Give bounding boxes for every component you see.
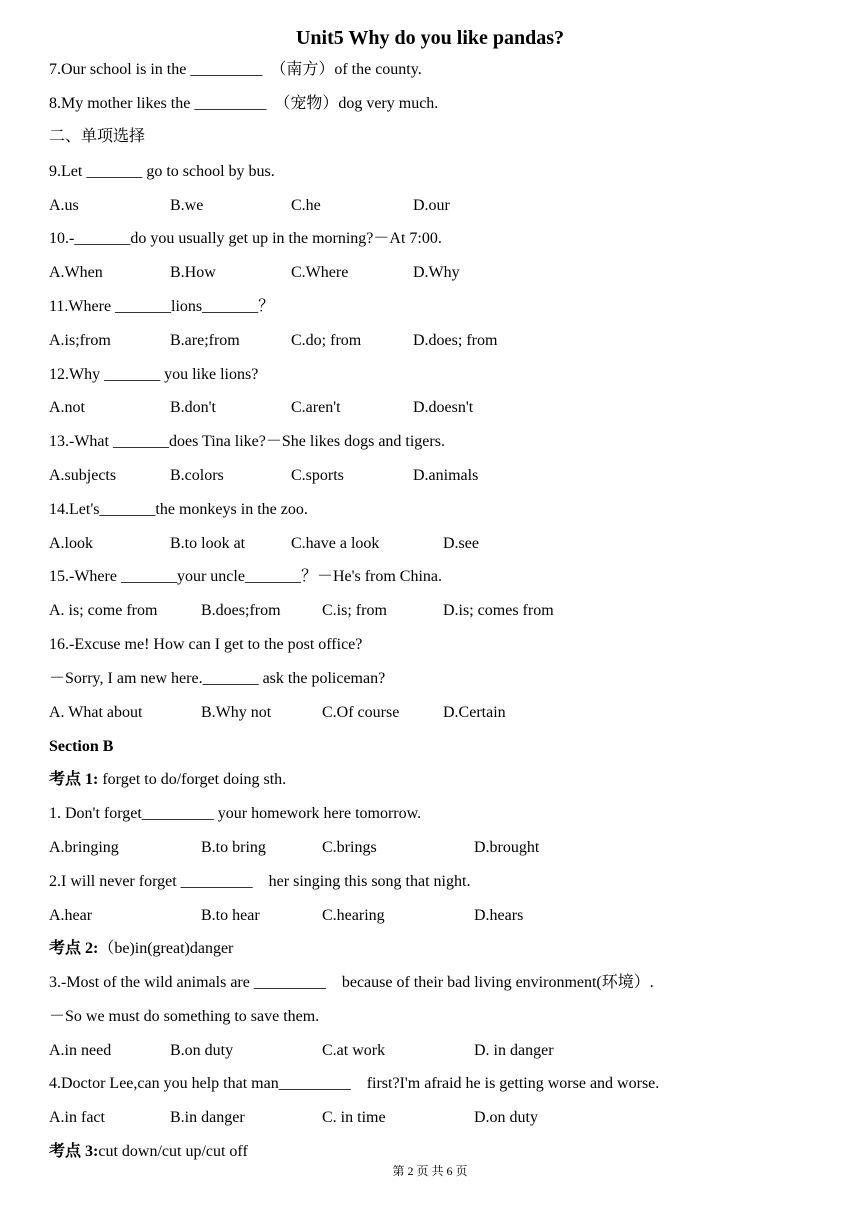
option-c: C.hearing — [322, 907, 385, 924]
option-c: C.brings — [322, 839, 377, 856]
option-d: D.brought — [474, 839, 540, 856]
key-point-label: 考点 2: — [49, 940, 99, 957]
option-c: C.Of course — [322, 704, 400, 721]
question-16-options — [49, 703, 829, 723]
section-b-question-2: 2.I will never forget _________ her singing this song that night. — [49, 873, 471, 890]
option-a: A.When — [49, 264, 103, 281]
option-d: D.animals — [413, 467, 479, 484]
option-a: A.in need — [49, 1042, 112, 1059]
key-point-label: 考点 1: — [49, 771, 99, 788]
key-point-text: forget to do/forget doing sth. — [98, 771, 287, 788]
key-point-text: （be)in(great)danger — [98, 940, 234, 957]
option-c: C. in time — [322, 1109, 386, 1126]
option-d: D.hears — [474, 907, 524, 924]
question-16-reply: －Sorry, I am new here._______ ask the policeman? — [49, 670, 386, 687]
option-c: C.aren't — [291, 399, 341, 416]
option-a: A.bringing — [49, 839, 119, 856]
question-14-options — [49, 534, 829, 554]
section-b-question-1: 1. Don't forget_________ your homework here tomorrow. — [49, 805, 422, 822]
question-11: 11.Where _______lions_______？ — [49, 298, 275, 315]
section-b-question-1-options — [49, 838, 829, 858]
key-point-label: 考点 3: — [49, 1143, 99, 1160]
option-b: B.on duty — [170, 1042, 234, 1059]
question-12: 12.Why _______ you like lions? — [49, 366, 259, 383]
question-13: 13.-What _______does Tina like?－She likes dogs and tigers. — [49, 433, 445, 450]
option-b: B.are;from — [170, 332, 240, 349]
section-b-question-4-options — [49, 1108, 829, 1128]
key-point-1 — [49, 770, 286, 790]
question-10: 10.-_______do you usually get up in the morning?－At 7:00. — [49, 230, 442, 247]
question-7: 7.Our school is in the _________ （南方）of the county. — [49, 61, 422, 78]
key-point-text: cut down/cut up/cut off — [98, 1143, 248, 1160]
question-9-options — [49, 196, 829, 216]
option-a: A.us — [49, 197, 79, 214]
page-number-footer: 第 2 页 共 6 页 — [392, 1164, 468, 1178]
option-d: D.doesn't — [413, 399, 474, 416]
option-a: A.look — [49, 535, 93, 552]
question-10-options — [49, 263, 829, 283]
option-c: C.sports — [291, 467, 344, 484]
option-b: B.we — [170, 197, 204, 214]
option-d: D.see — [443, 535, 479, 552]
option-d: D. in danger — [474, 1042, 554, 1059]
option-b: B.colors — [170, 467, 224, 484]
option-d: D.does; from — [413, 332, 498, 349]
option-c: C.do; from — [291, 332, 362, 349]
option-b: B.Why not — [201, 704, 272, 721]
question-15: 15.-Where _______your uncle_______？－He's from China. — [49, 568, 443, 585]
question-14: 14.Let's_______the monkeys in the zoo. — [49, 501, 308, 518]
option-a: A.in fact — [49, 1109, 105, 1126]
question-12-options — [49, 398, 829, 418]
option-d: D.Certain — [443, 704, 506, 721]
question-8: 8.My mother likes the _________ （宠物）dog very much. — [49, 95, 439, 112]
option-c: C.is; from — [322, 602, 387, 619]
option-c: C.Where — [291, 264, 349, 281]
option-a: A.hear — [49, 907, 93, 924]
section-b-question-4: 4.Doctor Lee,can you help that man_________ first?I'm afraid he is getting worse and worse. — [49, 1075, 660, 1092]
option-b: B.in danger — [170, 1109, 245, 1126]
option-c: C.he — [291, 197, 321, 214]
page-title: Unit5 Why do you like pandas? — [295, 27, 565, 49]
section-b-question-3-options — [49, 1041, 829, 1061]
section-b-question-3-prompt: 3.-Most of the wild animals are _________ because of their bad living environment(环境）. — [49, 974, 654, 991]
question-11-options — [49, 331, 829, 351]
option-a: A.is;from — [49, 332, 111, 349]
option-c: C.have a look — [291, 535, 380, 552]
option-d: D.Why — [413, 264, 460, 281]
option-b: B.How — [170, 264, 216, 281]
option-b: B.to bring — [201, 839, 266, 856]
key-point-2 — [49, 939, 233, 959]
section-b-question-2-options — [49, 906, 829, 926]
section-b-heading: Section B — [49, 738, 114, 755]
option-b: B.to look at — [170, 535, 246, 552]
option-a: A. is; come from — [49, 602, 158, 619]
question-13-options — [49, 466, 829, 486]
option-a: A. What about — [49, 704, 143, 721]
question-9: 9.Let _______ go to school by bus. — [49, 163, 275, 180]
key-point-3 — [49, 1142, 248, 1162]
option-d: D.on duty — [474, 1109, 538, 1126]
option-a: A.subjects — [49, 467, 117, 484]
option-a: A.not — [49, 399, 85, 416]
section-heading-single-choice: 二、单项选择 — [49, 128, 146, 145]
option-b: B.don't — [170, 399, 216, 416]
option-c: C.at work — [322, 1042, 386, 1059]
option-d: D.is; comes from — [443, 602, 554, 619]
question-15-options — [49, 601, 829, 621]
option-d: D.our — [413, 197, 450, 214]
option-b: B.does;from — [201, 602, 281, 619]
option-b: B.to hear — [201, 907, 260, 924]
question-16-prompt: 16.-Excuse me! How can I get to the post office? — [49, 636, 363, 653]
section-b-question-3-reply: －So we must do something to save them. — [49, 1008, 320, 1025]
